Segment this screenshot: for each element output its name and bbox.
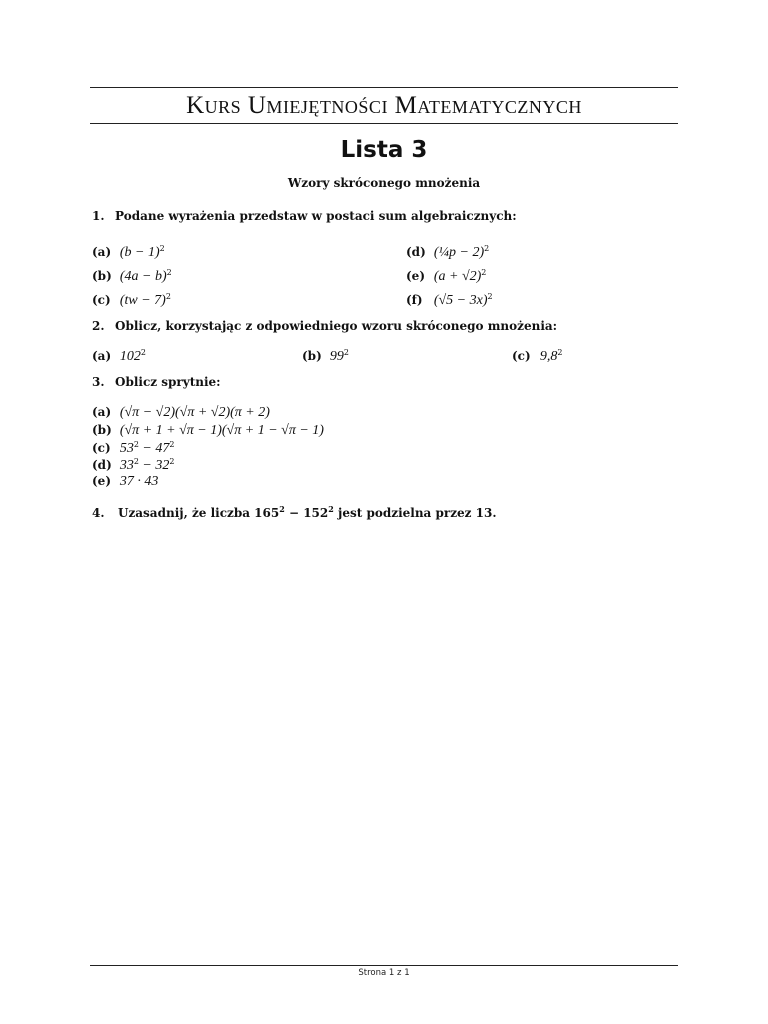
problem-number: 2.: [92, 319, 105, 333]
footer-rule: [90, 965, 678, 966]
problem-1-item-b: (b) $(4a - b)^2$: [92, 268, 172, 284]
problem-1-item-c: (c) (tw − 7)$^2$: [92, 292, 171, 308]
problem-text: Oblicz, korzystając z odpowiedniego wzoru skróconego mnożenia:: [115, 319, 558, 333]
problem-3-item-c: (c) $53^2 - 47^2$: [92, 440, 175, 456]
problem-1-item-e: (e) $(a + √2)^2$: [406, 268, 487, 284]
problem-3-item-b: (b) (√π + 1 + √π − 1)(√π + 1 − √π − 1): [92, 423, 324, 438]
problem-2-heading: [92, 319, 557, 333]
list-title: Lista 3: [340, 137, 428, 163]
problem-3-item-d: (d) $33^2 - 32^2$: [92, 457, 175, 473]
problem-text: Uzasadnij, że liczba 165: [118, 506, 280, 520]
problem-1-item-a: (a) $(b - 1)^2$: [92, 244, 165, 260]
problem-1-item-f: (f) $(√5 - 3x)^2$: [406, 292, 493, 308]
problem-2-item-a: (a) $102^2$: [92, 348, 146, 364]
problem-2-item-b: (b) $99^2$: [302, 348, 349, 364]
problem-text: Oblicz sprytnie:: [115, 375, 221, 389]
subtitle: Wzory skróconego mnożenia: [287, 176, 481, 190]
problem-3-heading: [92, 375, 221, 389]
problem-1-item-d: (d) (¼p − 2)$^2$: [406, 244, 490, 260]
problem-2-item-c: (c) $9,8^2$: [512, 348, 563, 364]
page-footer: Strona 1 z 1: [358, 968, 410, 978]
problem-3-item-a: (a) (√π − √2)(√π + √2)(π + 2): [92, 405, 270, 420]
problem-number: 4.: [92, 506, 105, 520]
problem-text: Podane wyrażenia przedstaw w postaci sum algebraicznych:: [115, 209, 517, 223]
course-title: Kurs Umiejętności Matematycznych: [186, 92, 582, 119]
problem-number: 1.: [92, 209, 105, 223]
problem-3-item-e: (e) 37 · 43: [92, 474, 159, 489]
problem-number: 3.: [92, 375, 105, 389]
title-rule: [90, 123, 678, 124]
top-rule: [90, 87, 678, 88]
problem-1-heading: [92, 209, 517, 223]
problem-4-heading: 4. Uzasadnij, że liczba $165^2 - 152^2$ jest podzielna przez 13.: [92, 504, 497, 520]
